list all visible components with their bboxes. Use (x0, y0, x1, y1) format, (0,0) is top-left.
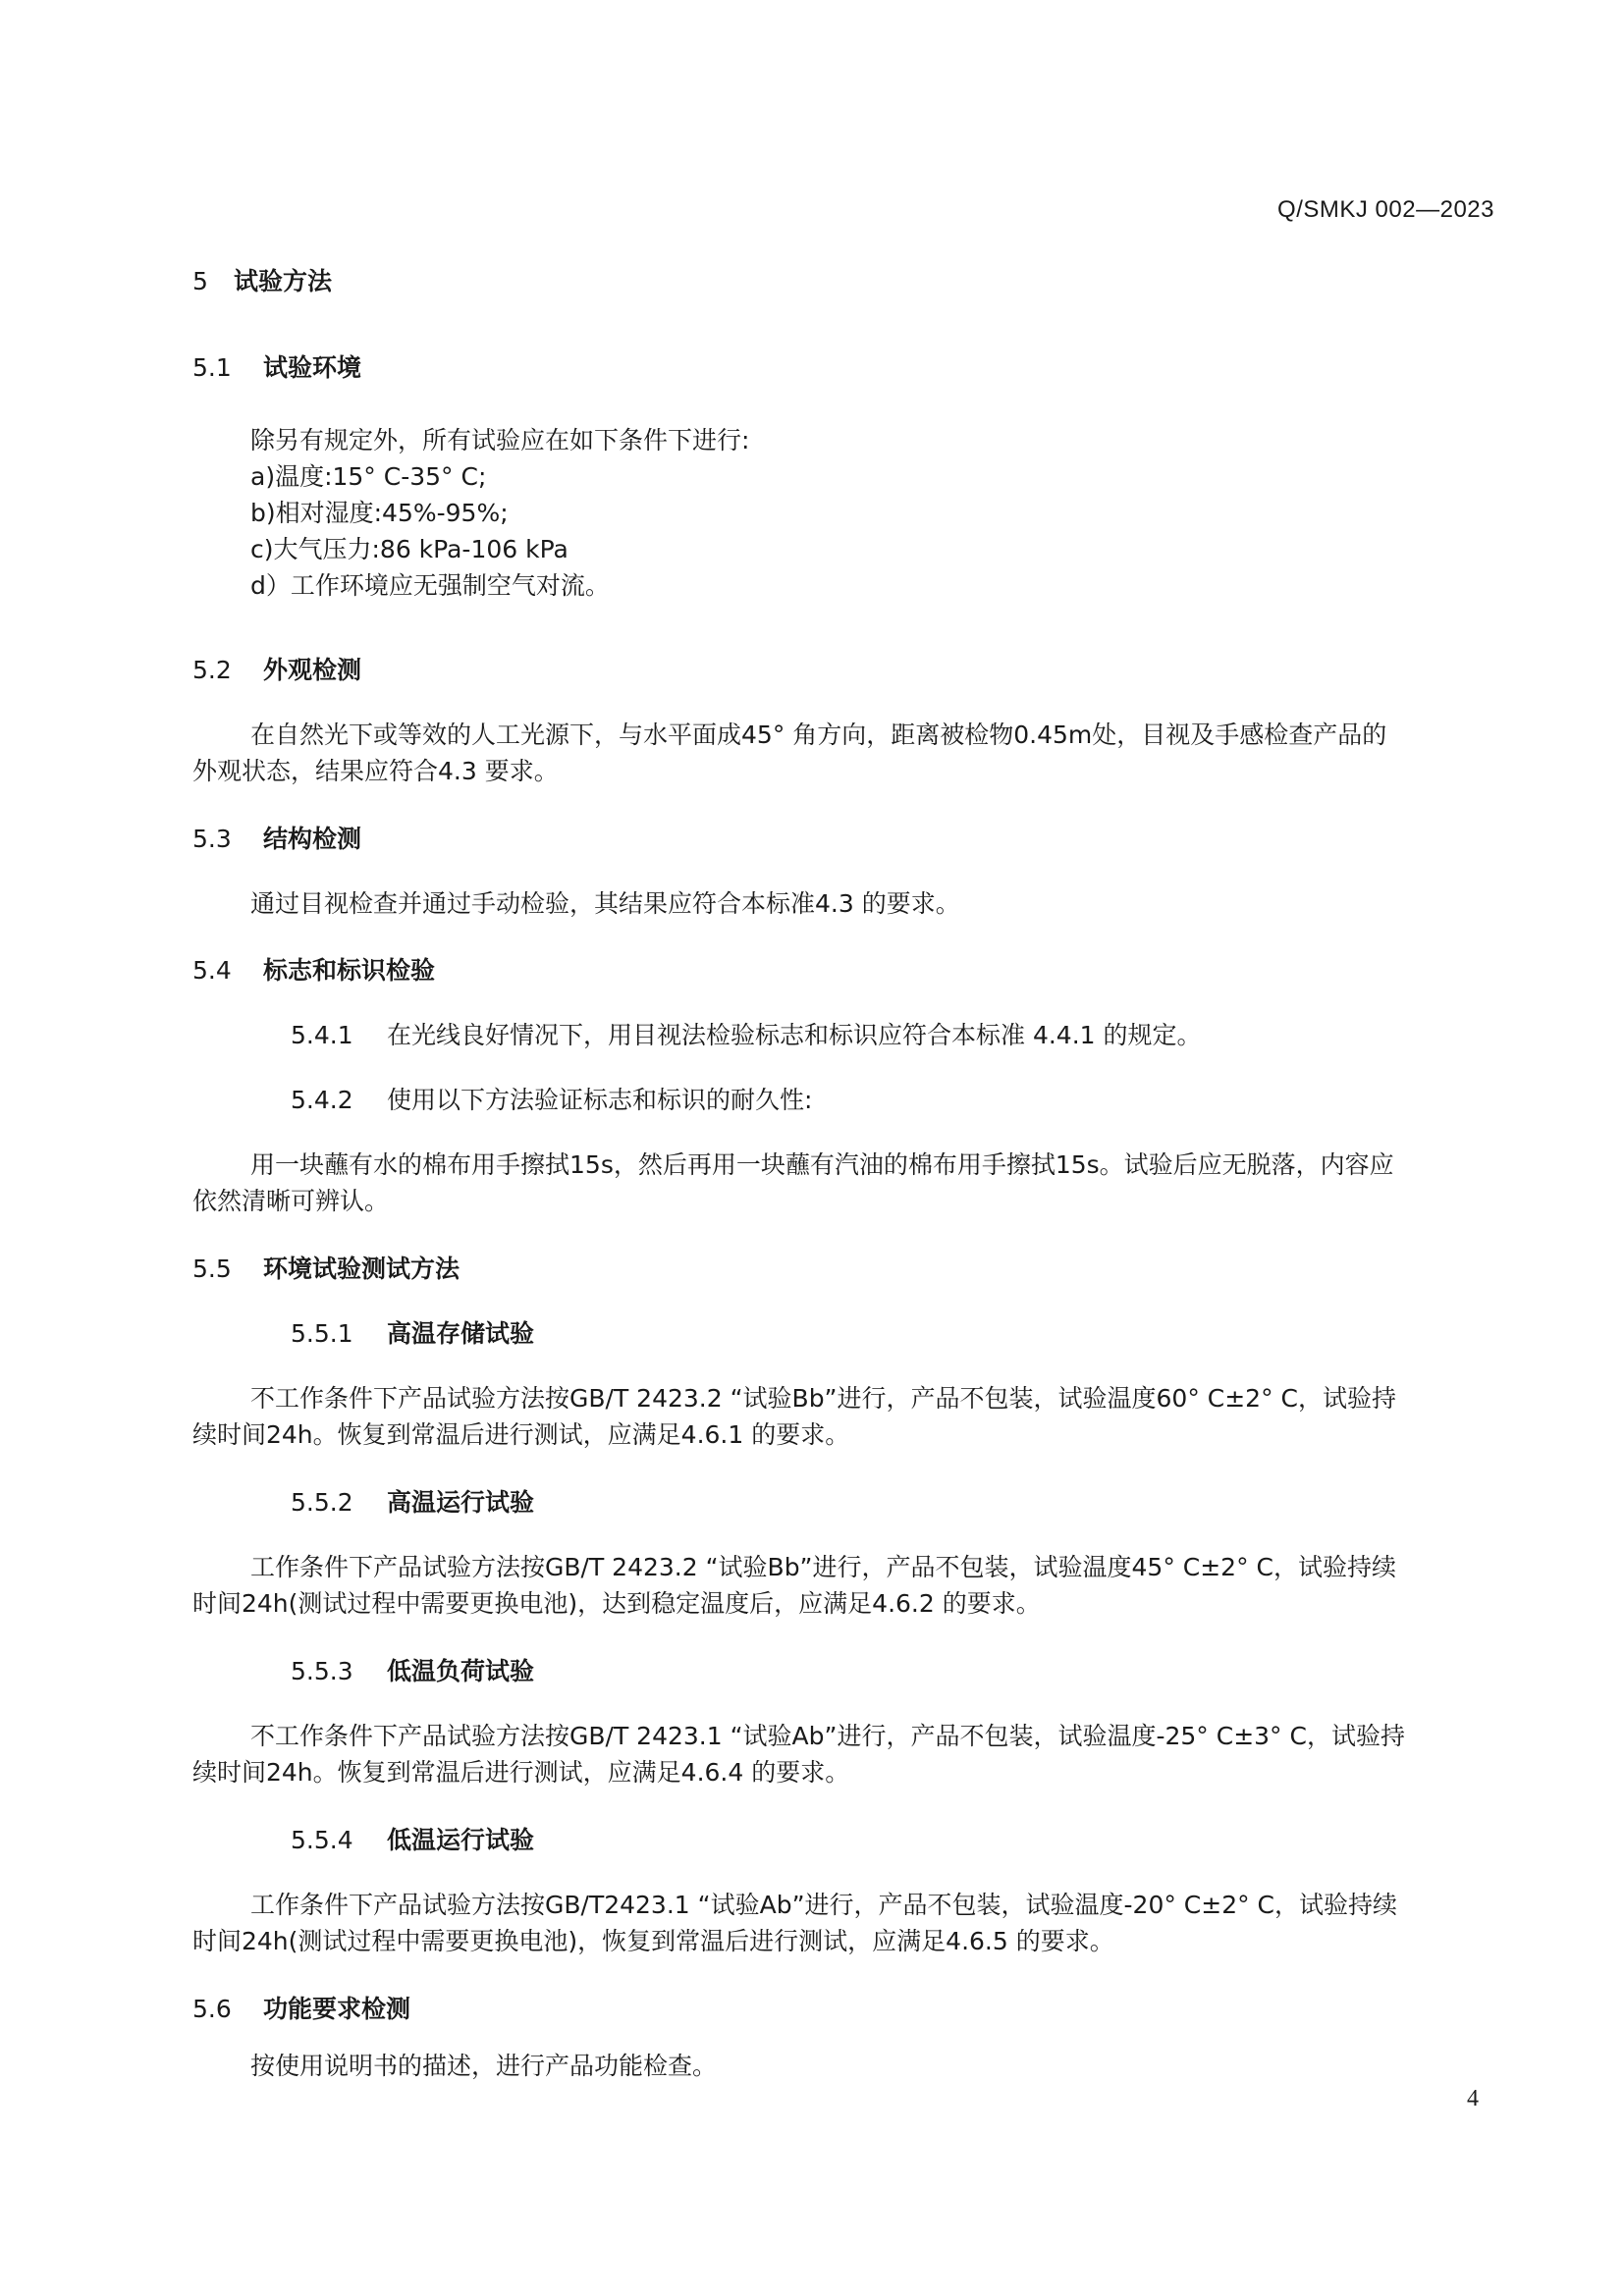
section-heading-5-2 (192, 652, 361, 688)
paragraph-line: 除另有规定外，所有试验应在如下条件下进行: (250, 426, 750, 454)
clause-heading-5-5-1 (291, 1315, 534, 1352)
section-heading-5-4 (192, 952, 435, 988)
page-number: 4 (1467, 2086, 1479, 2111)
clause-5-4-2 (291, 1082, 812, 1118)
section-number: 5.6 (192, 1995, 232, 2023)
section-number: 5.5 (192, 1255, 232, 1283)
clause-text: 使用以下方法验证标志和标识的耐久性: (387, 1086, 813, 1114)
clause-number: 5.5.2 (291, 1488, 353, 1517)
paragraph-5-5-1 (192, 1380, 1396, 1453)
clause-5-4-1 (291, 1017, 1202, 1053)
paragraph-line: 通过目视检查并通过手动检验，其结果应符合本标准4.3 的要求。 (250, 889, 960, 918)
list-item: d）工作环境应无强制空气对流。 (250, 571, 610, 600)
document-code: Q/SMKJ 002—2023 (1277, 196, 1494, 223)
paragraph-line: 不工作条件下产品试验方法按GB/T 2423.1 “试验Ab”进行，产品不包装，试验温度-25° C±3° C，试验持 (250, 1722, 1405, 1750)
clause-number: 5.5.3 (291, 1657, 353, 1685)
section-number: 5.2 (192, 656, 232, 684)
clause-number: 5.4.2 (291, 1086, 353, 1114)
list-item: c)大气压力:86 kPa-106 kPa (250, 535, 568, 563)
clause-text: 在光线良好情况下，用目视法检验标志和标识应符合本标准 4.4.1 的规定。 (387, 1021, 1202, 1049)
section-number: 5.4 (192, 956, 232, 985)
paragraph-line: 用一块蘸有水的棉布用手擦拭15s，然后再用一块蘸有汽油的棉布用手擦拭15s。试验后应无脱落，内容应 (250, 1150, 1394, 1179)
paragraph-5-1 (250, 422, 749, 604)
clause-title: 低温运行试验 (387, 1826, 535, 1854)
section-heading-5 (192, 263, 332, 299)
clause-heading-5-5-4 (291, 1822, 534, 1858)
section-title: 环境试验测试方法 (263, 1255, 460, 1283)
paragraph-5-2 (192, 717, 1387, 789)
clause-title: 低温负荷试验 (387, 1657, 535, 1685)
paragraph-line: 续时间24h。恢复到常温后进行测试，应满足4.6.4 的要求。 (192, 1758, 850, 1787)
section-title: 试验方法 (234, 267, 333, 295)
paragraph-5-5-4 (192, 1887, 1398, 1959)
section-heading-5-1 (192, 349, 361, 386)
section-title: 试验环境 (263, 353, 362, 382)
section-title: 结构检测 (263, 825, 362, 853)
section-number: 5 (192, 267, 208, 295)
paragraph-line: 工作条件下产品试验方法按GB/T 2423.2 “试验Bb”进行，产品不包装，试验温度45° C±2° C，试验持续 (250, 1553, 1396, 1581)
paragraph-line: 按使用说明书的描述，进行产品功能检查。 (250, 2052, 718, 2080)
paragraph-line: 续时间24h。恢复到常温后进行测试，应满足4.6.1 的要求。 (192, 1420, 850, 1449)
paragraph-line: 时间24h(测试过程中需要更换电池)，达到稳定温度后，应满足4.6.2 的要求。 (192, 1589, 1041, 1618)
paragraph-5-5-2 (192, 1549, 1396, 1622)
section-heading-5-5 (192, 1251, 460, 1287)
clause-number: 5.5.4 (291, 1826, 353, 1854)
paragraph-5-4-2 (192, 1147, 1394, 1219)
section-heading-5-3 (192, 821, 361, 857)
paragraph-5-3 (250, 885, 960, 922)
clause-title: 高温运行试验 (387, 1488, 535, 1517)
clause-heading-5-5-2 (291, 1484, 534, 1521)
section-title: 标志和标识检验 (263, 956, 436, 985)
clause-number: 5.4.1 (291, 1021, 353, 1049)
paragraph-5-6 (250, 2048, 717, 2084)
list-item: a)温度:15° C-35° C; (250, 462, 487, 491)
list-item: b)相对湿度:45%-95%; (250, 499, 509, 527)
paragraph-line: 工作条件下产品试验方法按GB/T2423.1 “试验Ab”进行，产品不包装，试验温度-20° C±2° C，试验持续 (250, 1891, 1398, 1919)
section-heading-5-6 (192, 1991, 410, 2027)
section-title: 功能要求检测 (263, 1995, 411, 2023)
clause-heading-5-5-3 (291, 1653, 534, 1689)
paragraph-line: 不工作条件下产品试验方法按GB/T 2423.2 “试验Bb”进行，产品不包装，试验温度60° C±2° C，试验持 (250, 1384, 1396, 1413)
section-number: 5.3 (192, 825, 232, 853)
paragraph-line: 外观状态，结果应符合4.3 要求。 (192, 757, 559, 785)
clause-number: 5.5.1 (291, 1319, 353, 1348)
paragraph-line: 在自然光下或等效的人工光源下，与水平面成45° 角方向，距离被检物0.45m处，目视及手感检查产品的 (250, 721, 1387, 749)
section-title: 外观检测 (263, 656, 362, 684)
paragraph-line: 时间24h(测试过程中需要更换电池)，恢复到常温后进行测试，应满足4.6.5 的要求。 (192, 1927, 1114, 1955)
clause-title: 高温存储试验 (387, 1319, 535, 1348)
section-number: 5.1 (192, 353, 232, 382)
paragraph-line: 依然清晰可辨认。 (192, 1187, 390, 1215)
paragraph-5-5-3 (192, 1718, 1405, 1790)
